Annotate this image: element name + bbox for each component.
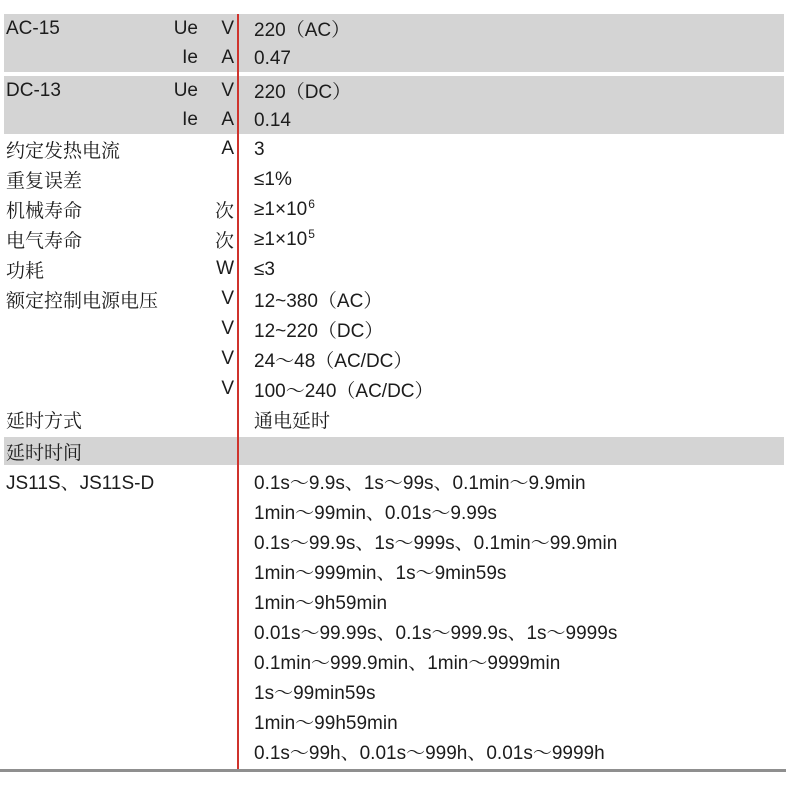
value-cell [234, 257, 784, 281]
unit-cell: W [216, 258, 234, 279]
value-cell [234, 15, 784, 42]
unit-cell: A [221, 108, 234, 130]
value-superscript: 5 [308, 227, 315, 241]
value-cell [234, 197, 784, 221]
value-text: 24～48（AC/DC） [254, 350, 413, 372]
symbol-cell: Ue [173, 79, 198, 101]
time-range-line: 1min～99min、0.01s～9.99s [254, 503, 497, 524]
table-row-electrical-life [4, 224, 784, 254]
value-text: 0.47 [254, 47, 291, 69]
value-text: 220（DC） [254, 82, 352, 103]
delay-time-block [4, 465, 784, 769]
value-cell [234, 376, 784, 403]
time-range-line: 0.1s～99h、0.01s～999h、0.01s～9999h [254, 743, 605, 764]
table-row-repeat-error [4, 164, 784, 194]
value-cell [234, 286, 784, 313]
table-row-ac15-ie [4, 43, 784, 72]
unit-cell: V [221, 79, 234, 101]
row-label: 延时方式 [6, 410, 83, 432]
model-cell: JS11S、JS11S-D [6, 473, 155, 494]
time-range-line: 1s～99min59s [254, 683, 376, 704]
value-text: 0.14 [254, 109, 291, 131]
unit-cell: V [221, 378, 234, 399]
row-label: DC-13 [6, 79, 61, 101]
section-header-label: 延时时间 [6, 442, 83, 464]
value-cell [234, 316, 784, 343]
value-cell [234, 46, 784, 70]
row-label: 约定发热电流 [6, 140, 121, 162]
value-cell [234, 137, 784, 161]
value-text: 3 [254, 139, 265, 160]
value-cell [234, 167, 784, 191]
unit-cell: 次 [214, 230, 234, 252]
value-text: 通电延时 [254, 410, 331, 432]
unit-cell: A [221, 46, 234, 68]
value-text: 12~220（DC） [254, 320, 384, 342]
value-text: ≥1×10 [254, 199, 308, 220]
time-range-line: 0.1min～999.9min、1min～9999min [254, 653, 561, 674]
unit-cell: V [221, 318, 234, 339]
value-text: 12~380（AC） [254, 290, 383, 312]
table-row-dc13-ie [4, 105, 784, 134]
row-label: 额定控制电源电压 [6, 290, 159, 312]
value-cell [234, 406, 784, 433]
value-text: 100～240（AC/DC） [254, 380, 434, 402]
table-row-control-voltage-acdc-1 [4, 344, 784, 374]
unit-cell: V [221, 348, 234, 369]
value-text: ≤1% [254, 169, 292, 190]
row-label: 重复误差 [6, 170, 83, 192]
table-row-control-voltage-ac [4, 284, 784, 314]
symbol-cell: Ie [182, 108, 198, 130]
bottom-rule [0, 769, 786, 772]
red-column-divider [237, 14, 239, 769]
value-cell [234, 227, 784, 251]
row-label: 机械寿命 [6, 200, 83, 222]
table-row-ac15 [4, 14, 784, 43]
time-range-line: 1min～999min、1s～9min59s [254, 563, 507, 584]
symbol-cell: Ue [173, 17, 198, 39]
value-text: ≥1×10 [254, 229, 308, 250]
time-range-line: 0.1s～99.9s、1s～999s、0.1min～99.9min [254, 533, 618, 554]
unit-cell: A [221, 138, 234, 159]
row-label: 功耗 [6, 260, 45, 282]
value-cell [234, 77, 784, 104]
value-text: ≤3 [254, 259, 275, 280]
unit-cell: 次 [214, 200, 234, 222]
value-text: 220（AC） [254, 20, 351, 41]
value-cell [234, 108, 784, 132]
time-range-line: 1min～9h59min [254, 593, 388, 614]
row-label: 电气寿命 [6, 230, 83, 252]
section-header-row-delay-time [4, 437, 784, 465]
spec-table [4, 14, 784, 769]
value-superscript: 6 [308, 197, 315, 211]
table-row-control-voltage-acdc-2 [4, 374, 784, 404]
time-range-list [234, 469, 784, 769]
time-range-line: 0.01s～99.99s、0.1s～999.9s、1s～9999s [254, 623, 618, 644]
table-row-delay-mode [4, 404, 784, 434]
unit-cell: V [221, 288, 234, 309]
unit-cell: V [221, 17, 234, 39]
row-label: AC-15 [6, 17, 60, 39]
time-range-line: 1min～99h59min [254, 713, 398, 734]
symbol-cell: Ie [182, 46, 198, 68]
table-row-power-consumption [4, 254, 784, 284]
table-row-mechanical-life [4, 194, 784, 224]
table-row-thermal-current [4, 134, 784, 164]
table-row-dc13 [4, 76, 784, 105]
table-row-control-voltage-dc [4, 314, 784, 344]
value-cell [234, 346, 784, 373]
time-range-line: 0.1s～9.9s、1s～99s、0.1min～9.9min [254, 473, 586, 494]
